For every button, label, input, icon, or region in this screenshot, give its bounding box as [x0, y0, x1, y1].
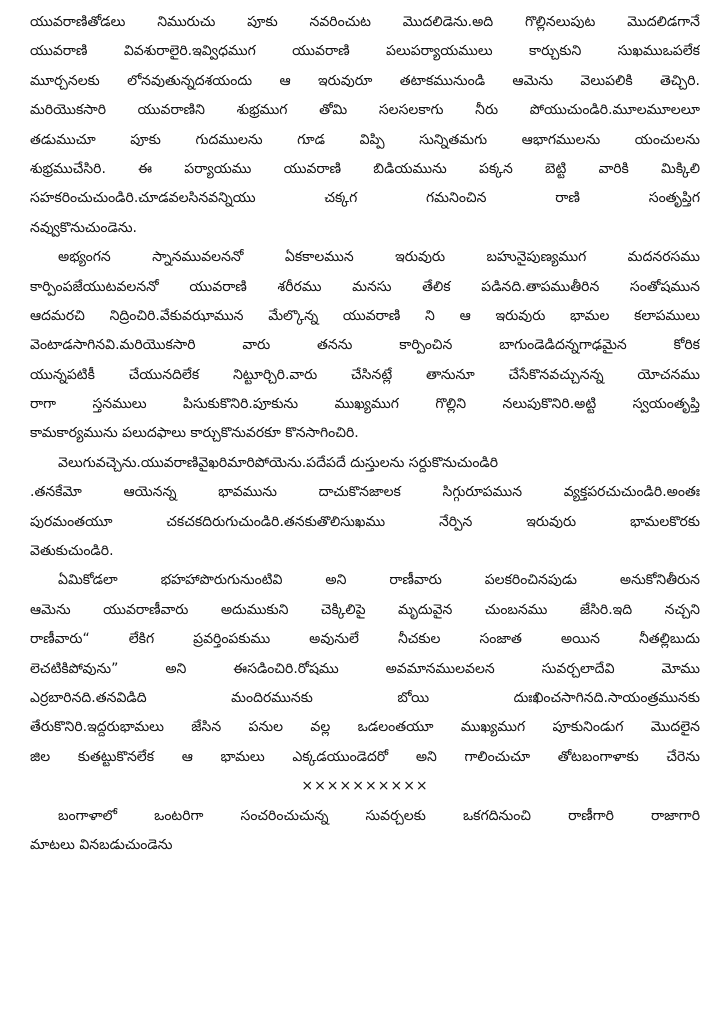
- text-line: యువరాణి వివశురాలైరి.ఇవ్విధముగ యువరాణి పలుపర్యాయములు కార్చుకుని సుఖముఒపలేక: [30, 43, 700, 60]
- text-line: పురమంతయూ చకచకదిరుగుచుండిరి.తనకుతొలిసుఖము నేర్పిన ఇరువురు భామలకొరకు: [30, 513, 700, 530]
- text-line: మరియొకసారి యువరాణిని శుభ్రముగ తోమి సలసలకాగు నీరు పోయుచుండిరి.మూలమూలలూ: [30, 102, 700, 119]
- text-line: రాగా స్తనములు పిసుకుకొనిరి.పూకును ముఖ్యముగ గొల్లిని నలుపుకొనిరి.అట్టి స్వయంతృప్తి: [30, 396, 700, 413]
- text-line: సహకరించుచుండిరి.చూడవలసినవన్నియు చక్కగ గమనించిన రాణి సంతృప్తిగ: [30, 190, 700, 207]
- text-line: బంగాళాలో ఒంటరిగా సంచరించుచున్న సువర్చలకు ఒకగదినుంచి రాణీగారి రాజాగారి: [58, 807, 700, 824]
- text-line: రాణీవారు“ లేకిగ ప్రవర్తింపకుము అవునులే నీచకుల సంజాత అయిన నీతల్లిబుదు: [30, 631, 700, 648]
- text-line: వెలుగువచ్చెను.యువరాణివైఖరిమారిపోయెను.పదేపదే దుస్తులను సర్దుకొనుచుండిరి: [58, 454, 499, 471]
- text-line: లెచటికిపోవును” అని ఈసడించిరి.రోషము అవమానములవలన సువర్చలాదేవి మోము: [30, 660, 700, 677]
- text-line: శుభ్రముచేసిరి. ఈ పర్యాయము యువరాణి బిడియమును పక్కన బెట్టి వారికి మిక్కిలి: [30, 160, 700, 177]
- text-line: ఏమికోడలా భహహాపొరుగునుంటివి అని రాణీవారు పలకరించినపుడు అనుకోనితీరున: [58, 572, 700, 589]
- text-line: ఆమెను యువరాణీవారు అదుముకుని చెక్కిలిపై మృదువైన చుంబనము జేసిరి.ఇది నచ్చని: [30, 601, 700, 618]
- text-line: .తనకేమో ఆయెనన్న భావమును దాచుకొనజాలక సిగ్గురూపమున వ్యక్తపరచుచుండిరి.అంతః: [30, 484, 700, 501]
- text-line: ఎర్రబారినది.తనవిడిది మందిరమునకు బోయి దుఃఖించసాగినది.సాయంత్రమునకు: [30, 689, 700, 706]
- text-line: వెతుకుచుండిరి.: [30, 543, 114, 560]
- text-line: ఆదమరచి నిద్రించిరి.వేకువఝామున మేల్కొన్న యువరాణి ని ఆ ఇరువురు భామల కలాపములు: [30, 307, 700, 324]
- text-line: నవ్వుకొనుచుండెను.: [30, 219, 137, 236]
- text-line: మూర్చనలకు లోనవుతున్నదశయందు ఆ ఇరువురూ తటాకమునుండి ఆమెను వెలుపలికి తెచ్చిరి.: [30, 72, 700, 89]
- section-separator: ××××××××××: [301, 778, 429, 795]
- text-line: తేరుకొనిరి.ఇద్దరుభామలు జేసిన పనుల వల్ల ఒడలంతయూ ముఖ్యముగ పూకునిండుగ మొదలైన: [30, 719, 700, 736]
- text-line: యువరాణితోడలు నిమురుచు పూకు నవరించుట మొదలిడెను.అది గొల్లినలుపుట మొదలిడగానే: [30, 14, 700, 30]
- text-line: జిల కుతట్టుకొనలేక ఆ భామలు ఎక్కడయుండెదరో అని గాలించుచూ తోటబంగాళాకు చేరెను: [30, 748, 700, 765]
- text-line: అభ్యంగన స్నానమువలననో ఏకకాలమున ఇరువురు బహునైపుణ్యముగ మదనరసము: [58, 249, 700, 266]
- text-line: యున్నపటికీ చేయునదిలేక నిట్టూర్చిరి.వారు చేసినట్లే తానునూ చేసేకొనవచ్చునన్న యోచనము: [30, 366, 700, 383]
- document-page: [30, 8, 700, 860]
- text-line: కామకార్యమును పలుదఫాలు కార్చుకొనువరకూ కొనసాగించిరి.: [30, 425, 359, 442]
- text-line: మాటలు వినబడుచుండెను: [30, 836, 173, 853]
- text-line: కార్పింపజేయుటవలననో యువరాణి శరీరము మనసు తేలిక పడినది.తాపముతీరిన సంతోషమున: [30, 278, 700, 295]
- text-line: తడుముచూ పూకు గుదములను గూడ విప్పి సున్నితమగు ఆభాగములను యంచులను: [30, 131, 700, 148]
- text-line: వెంటాడసాగినవి.మరియొకసారి వారు తనను కార్పించిన బాగుండెడిదన్నగాఢమైన కోరిక: [30, 337, 700, 354]
